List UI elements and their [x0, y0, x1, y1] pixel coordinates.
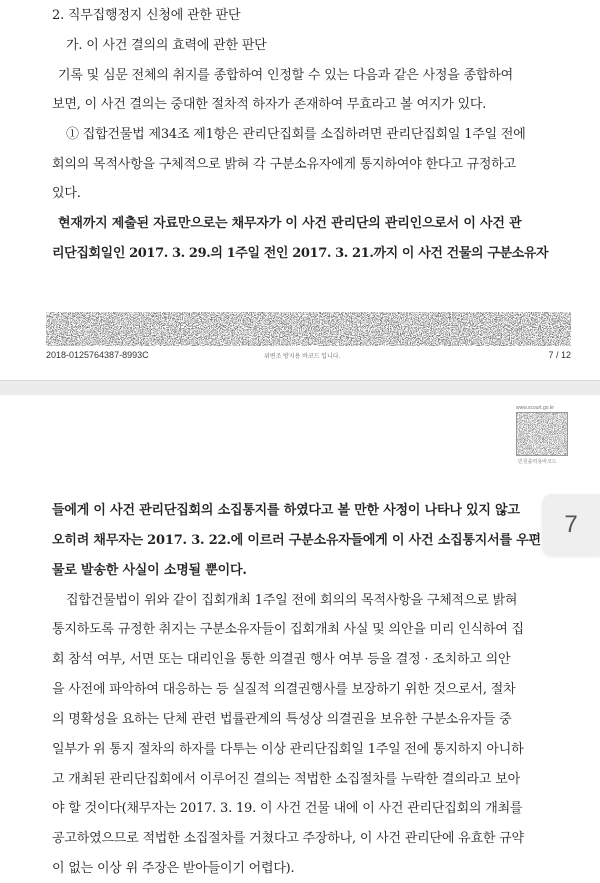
document-id: 2018-0125764387-8993C: [46, 350, 149, 360]
verification-barcode: [516, 412, 568, 456]
body-line: 집합건물법이 위와 같이 집회개최 1주일 전에 회의의 목적사항을 구체적으로 밝혀: [66, 593, 518, 608]
page-counter: 7 / 12: [548, 350, 571, 360]
body-line: 이 없는 이상 위 주장은 받아들이기 어렵다).: [52, 861, 295, 876]
body-line: 통지하도록 규정한 취지는 구분소유자들이 집회개최 사실 및 의안을 미리 인식하여 집: [52, 622, 524, 637]
body-line-bold: 오히려 채무자는 2017. 3. 22.에 이르러 구분소유자들에게 이 사건 소집통지서를 우편: [52, 533, 541, 548]
body-line: 의 명확성을 요하는 단체 관련 법률관계의 특성상 의결권을 보유한 구분소유자들 중: [52, 712, 512, 727]
body-line: 공고하였으므로 적법한 소집절차를 거쳤다고 주장하나, 이 사건 관리단에 유효한 규약: [52, 831, 524, 846]
court-url: www.scourt.go.kr: [516, 405, 555, 411]
page-number-badge[interactable]: 7: [542, 494, 600, 556]
barcode-label: 민원출력용바코드: [518, 459, 557, 465]
body-line-bold: 리단집회일인 2017. 3. 29.의 1주일 전인 2017. 3. 21.까지 이 사건 건물의 구분소유자: [52, 246, 549, 261]
body-line: 을 사전에 파악하여 대응하는 등 실질적 의결권행사를 보장하기 위한 것으로서, 절차: [52, 682, 516, 697]
body-line: 있다.: [52, 186, 81, 201]
body-line: ① 집합건물법 제34조 제1항은 관리단집회를 소집하려면 관리단집회일 1주일 전에: [66, 127, 526, 142]
subsection-heading: 가. 이 사건 결의의 효력에 관한 판단: [66, 38, 267, 53]
page-separator: [0, 380, 600, 396]
body-line: 보면, 이 사건 결의는 중대한 절차적 하자가 존재하여 무효라고 볼 여지가 있다.: [52, 97, 487, 112]
body-line: 야 할 것이다(채무자는 2017. 3. 19. 이 사건 건물 내에 이 사건 관리단집회의 개최를: [52, 801, 523, 816]
body-line: 회 참석 여부, 서면 또는 대리인을 통한 의결권 행사 여부 등을 결정 · 조치하고 의안: [52, 652, 511, 667]
body-line: 회의의 목적사항을 구체적으로 밝혀 각 구분소유자에게 통지하여야 한다고 규정하고: [52, 157, 516, 172]
section-heading: 2. 직무집행정지 신청에 관한 판단: [52, 8, 241, 23]
body-line: 고 개최된 관리단집회에서 이루어진 결의는 적법한 소집절차를 누락한 결의라고 보아: [52, 772, 520, 787]
body-line-bold: 물로 발송한 사실이 소명될 뿐이다.: [52, 563, 247, 578]
anti-forgery-barcode: [46, 312, 571, 346]
body-line: 기록 및 심문 전체의 취지를 종합하여 인정할 수 있는 다음과 같은 사정을 종합하여: [58, 68, 514, 83]
document-page-7: [0, 0, 600, 380]
barcode-caption: 위변조 방지용 바코드 입니다.: [264, 354, 341, 360]
body-line: 일부가 위 통지 절차의 하자를 다투는 이상 관리단집회일 1주일 전에 통지하지 아니하: [52, 742, 524, 757]
body-line-bold: 들에게 이 사건 관리단집회의 소집통지를 하였다고 볼 만한 사정이 나타나 있지 않고: [52, 503, 520, 518]
body-line-bold: 현재까지 제출된 자료만으로는 채무자가 이 사건 관리단의 관리인으로서 이 사건 관: [58, 216, 522, 231]
